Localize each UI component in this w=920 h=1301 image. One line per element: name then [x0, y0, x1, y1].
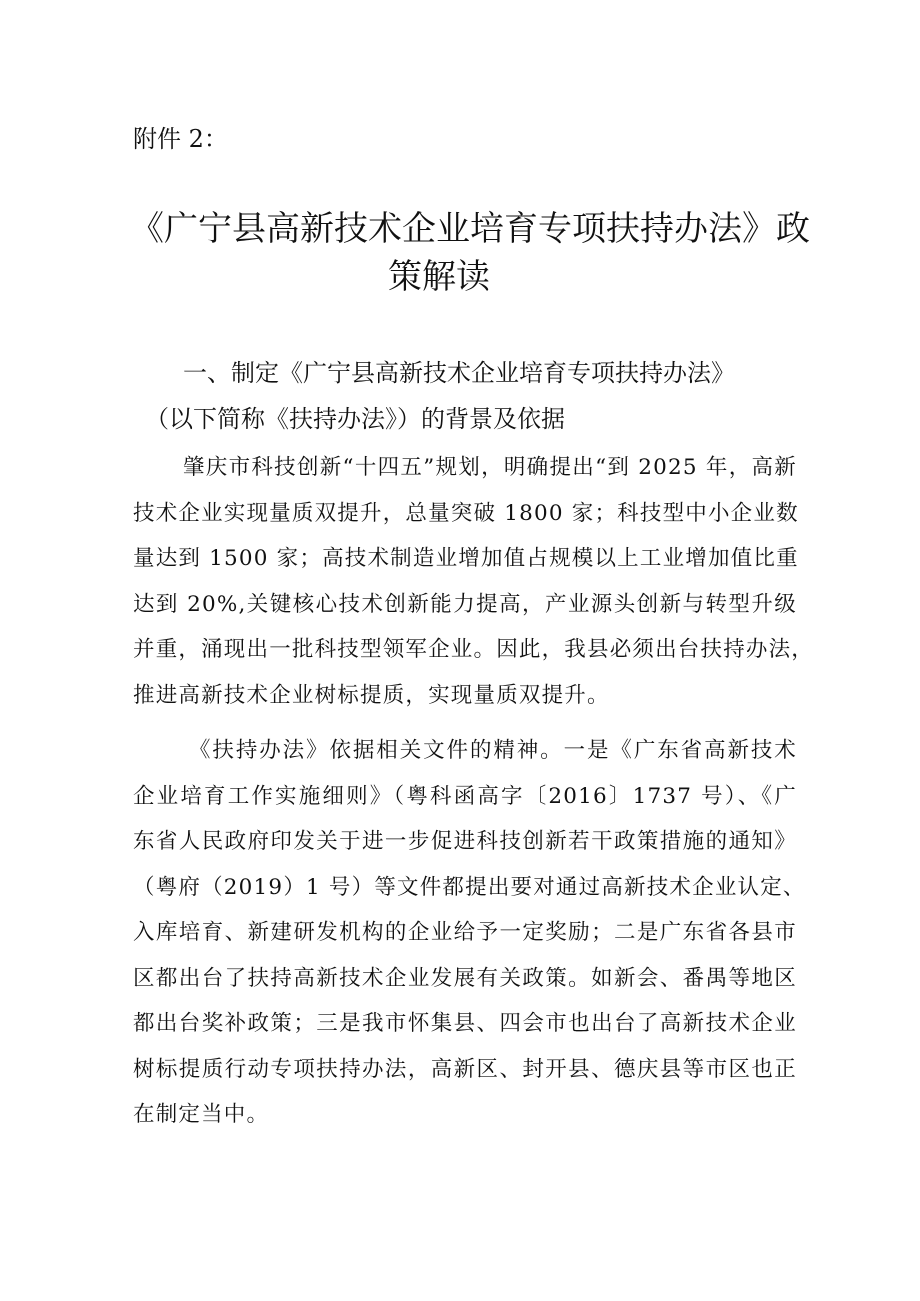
paragraph-line: 在制定当中。: [133, 1102, 270, 1127]
title-line-1: 《广宁县高新技术企业培育专项扶持办法》政: [130, 209, 810, 249]
paragraph-line: 量达到 1500 家；高技术制造业增加值占规模以上工业增加值比重: [133, 546, 799, 571]
paragraph-line: （粤府（2019）1 号）等文件都提出要对通过高新技术企业认定、: [133, 874, 806, 900]
title-line-2: 策解读: [388, 257, 490, 297]
section-heading-line-1: 一、制定《广宁县高新技术企业培育专项扶持办法》: [183, 359, 735, 387]
document-title: [130, 205, 820, 301]
paragraph-line: 《扶持办法》依据相关文件的精神。一是《广东省高新技术: [189, 738, 797, 763]
paragraph-line: 技术企业实现量质双提升，总量突破 1800 家；科技型中小企业数: [133, 500, 799, 526]
section-heading-1: [133, 350, 813, 442]
paragraph-line: 都出台奖补政策；三是我市怀集县、四会市也出台了高新技术企业: [133, 1011, 797, 1036]
paragraph-line: 企业培育工作实施细则》（粤科函高字〔2016〕1737 号）、《广: [133, 783, 797, 809]
paragraph-line: 区都出台了扶持高新技术企业发展有关政策。如新会、番禺等地区: [133, 965, 797, 991]
attachment-label: 附件 2：: [133, 125, 228, 153]
section-heading-line-2: （以下简称《扶持办法》）的背景及依据: [145, 405, 565, 433]
paragraph-line: 入库培育、新建研发机构的企业给予一定奖励；二是广东省各县市: [133, 920, 797, 945]
paragraph-line: 推进高新技术企业树标提质，实现量质双提升。: [133, 682, 610, 708]
paragraph-line: 东省人民政府印发关于进一步促进科技创新若干政策措施的通知》: [133, 829, 797, 854]
paragraph-basis: [133, 728, 806, 1138]
paragraph-line: 达到 20%,关键核心技术创新能力提高，产业源头创新与转型升级: [133, 591, 797, 617]
paragraph-background: [133, 445, 815, 718]
paragraph-line: 肇庆市科技创新“十四五”规划，明确提出“到 2025 年，高新: [183, 455, 797, 480]
paragraph-line: 并重，涌现出一批科技型领军企业。因此，我县必须出台扶持办法，: [133, 637, 815, 662]
paragraph-line: 树标提质行动专项扶持办法，高新区、封开县、德庆县等市区也正: [133, 1056, 797, 1082]
